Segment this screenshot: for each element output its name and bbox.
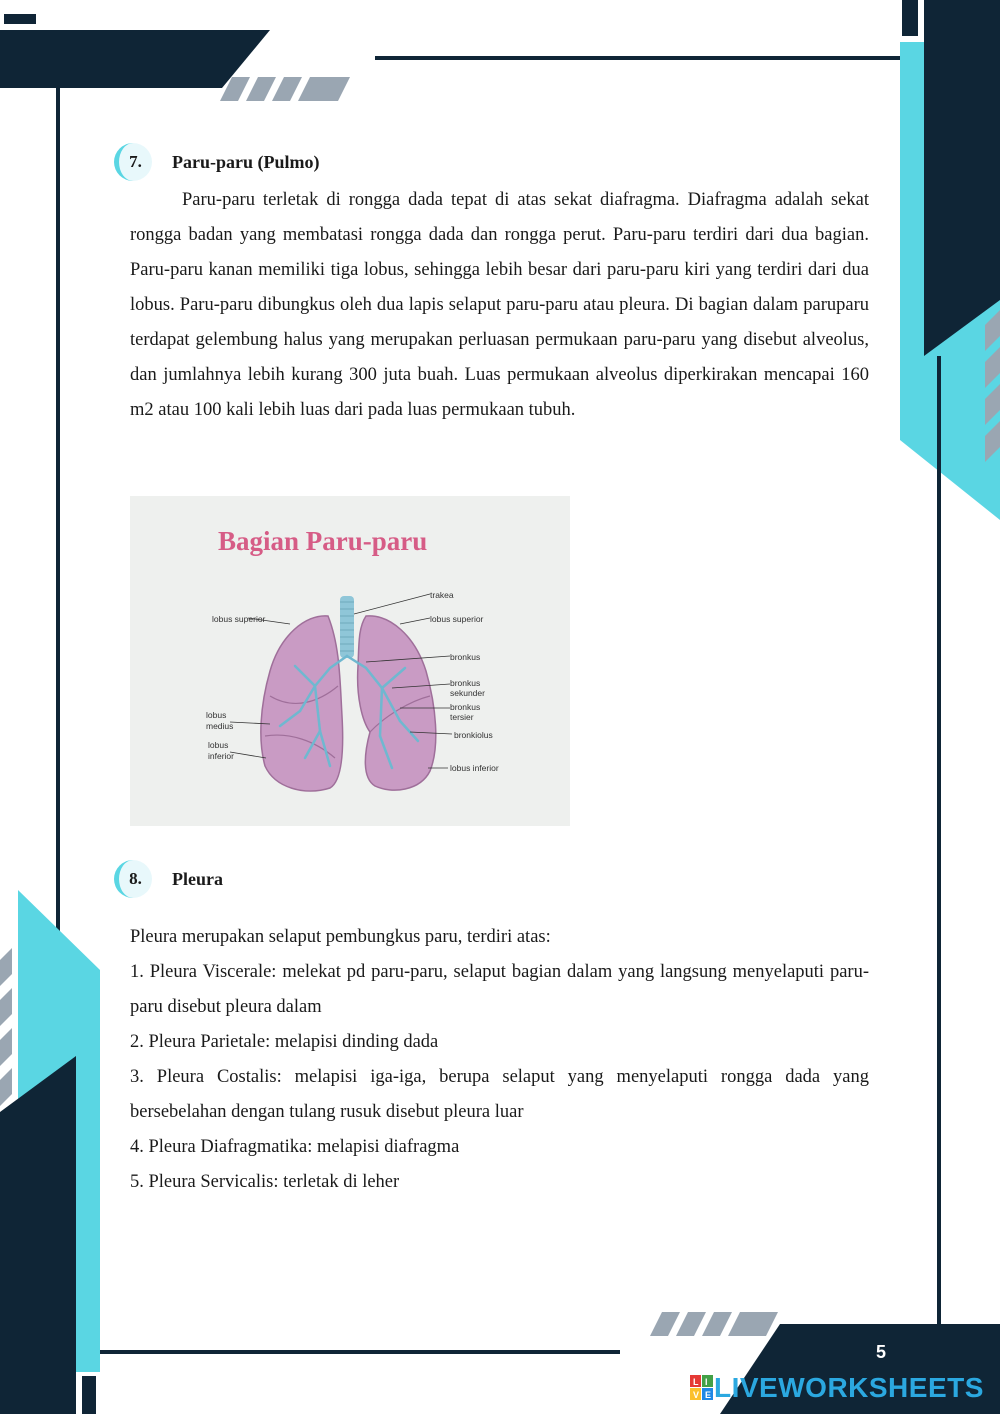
icon-letter: L xyxy=(693,1377,699,1387)
section-number-badge: 8. xyxy=(114,860,152,898)
label-lobus-inferior-left-2: inferior xyxy=(208,751,234,761)
pleura-list xyxy=(130,920,869,1200)
icon-letter: V xyxy=(693,1390,700,1400)
section-7-header xyxy=(114,143,320,181)
list-item: 4. Pleura Diafragmatika: melapisi diafragma xyxy=(130,1137,460,1157)
liveworksheets-icon xyxy=(690,1375,714,1401)
brand-name: LIVEWORKSHEETS xyxy=(714,1372,984,1403)
label-lobus-superior-left: lobus superior xyxy=(212,614,266,624)
label-bronkus-sekunder-1: bronkus xyxy=(450,678,481,688)
label-bronkiolus: bronkiolus xyxy=(454,730,493,740)
lung-illustration xyxy=(130,496,570,826)
trachea-shape xyxy=(340,596,354,658)
section-7-paragraph xyxy=(130,183,869,428)
label-lobus-inferior-left-1: lobus xyxy=(208,740,229,750)
pleura-intro: Pleura merupakan selaput pembungkus paru, terdiri atas: xyxy=(130,927,551,947)
section-8-header xyxy=(114,860,223,898)
liveworksheets-logo[interactable] xyxy=(690,1372,984,1404)
list-item: 3. Pleura Costalis: melapisi iga-iga, berupa selaput yang menyelaputi rongga dada yang bersebelahan dengan tulang rusuk disebut pleura luar xyxy=(130,1067,869,1122)
paragraph-text: Paru-paru terletak di rongga dada tepat di atas sekat diafragma. Diafragma adalah sekat rongga badan yang membatasi rongga dada dan rongga perut. Paru-paru terdiri dari dua bagian. Paru-paru kanan memiliki tiga lobus, sehingga lebih besar dari paru-paru kiri yang terdiri dari dua lobus. Paru-paru dibungkus oleh dua lapis selaput paru-paru atau pleura. Di bagian dalam paruparu terdapat gelembung halus yang merupakan perluasan permukaan paru-paru yang disebut alveolus, dan jumlahnya lebih kurang 300 juta buah. Luas permukaan alveolus diperkirakan mencapai 160 m2 atau 100 kali lebih luas dari pada luas permukaan tubuh. xyxy=(130,190,869,420)
icon-letter: I xyxy=(705,1377,708,1387)
label-lobus-medius-1: lobus xyxy=(206,710,227,720)
label-bronkus-sekunder-2: sekunder xyxy=(450,688,485,698)
list-item: 1. Pleura Viscerale: melekat pd paru-paru, selaput bagian dalam yang langsung menyelaputi paru-paru disebut pleura dalam xyxy=(130,962,869,1017)
list-item: 5. Pleura Servicalis: terletak di leher xyxy=(130,1172,400,1192)
label-trakea: trakea xyxy=(430,590,454,600)
list-item: 2. Pleura Parietale: melapisi dinding dada xyxy=(130,1032,439,1052)
section-title: Pleura xyxy=(172,868,223,889)
figure-title: Bagian Paru-paru xyxy=(218,526,428,556)
label-lobus-medius-2: medius xyxy=(206,721,234,731)
page-number: 5 xyxy=(876,1342,887,1362)
section-title: Paru-paru (Pulmo) xyxy=(172,151,320,172)
left-lung-shape xyxy=(358,616,436,790)
lung-diagram-figure xyxy=(130,496,570,826)
label-bronkus-tersier-1: bronkus xyxy=(450,702,481,712)
label-bronkus-tersier-2: tersier xyxy=(450,712,474,722)
icon-letter: E xyxy=(705,1390,712,1400)
label-lobus-superior-right: lobus superior xyxy=(430,614,484,624)
section-number-badge: 7. xyxy=(114,143,152,181)
label-lobus-inferior-right: lobus inferior xyxy=(450,763,499,773)
label-bronkus: bronkus xyxy=(450,652,481,662)
